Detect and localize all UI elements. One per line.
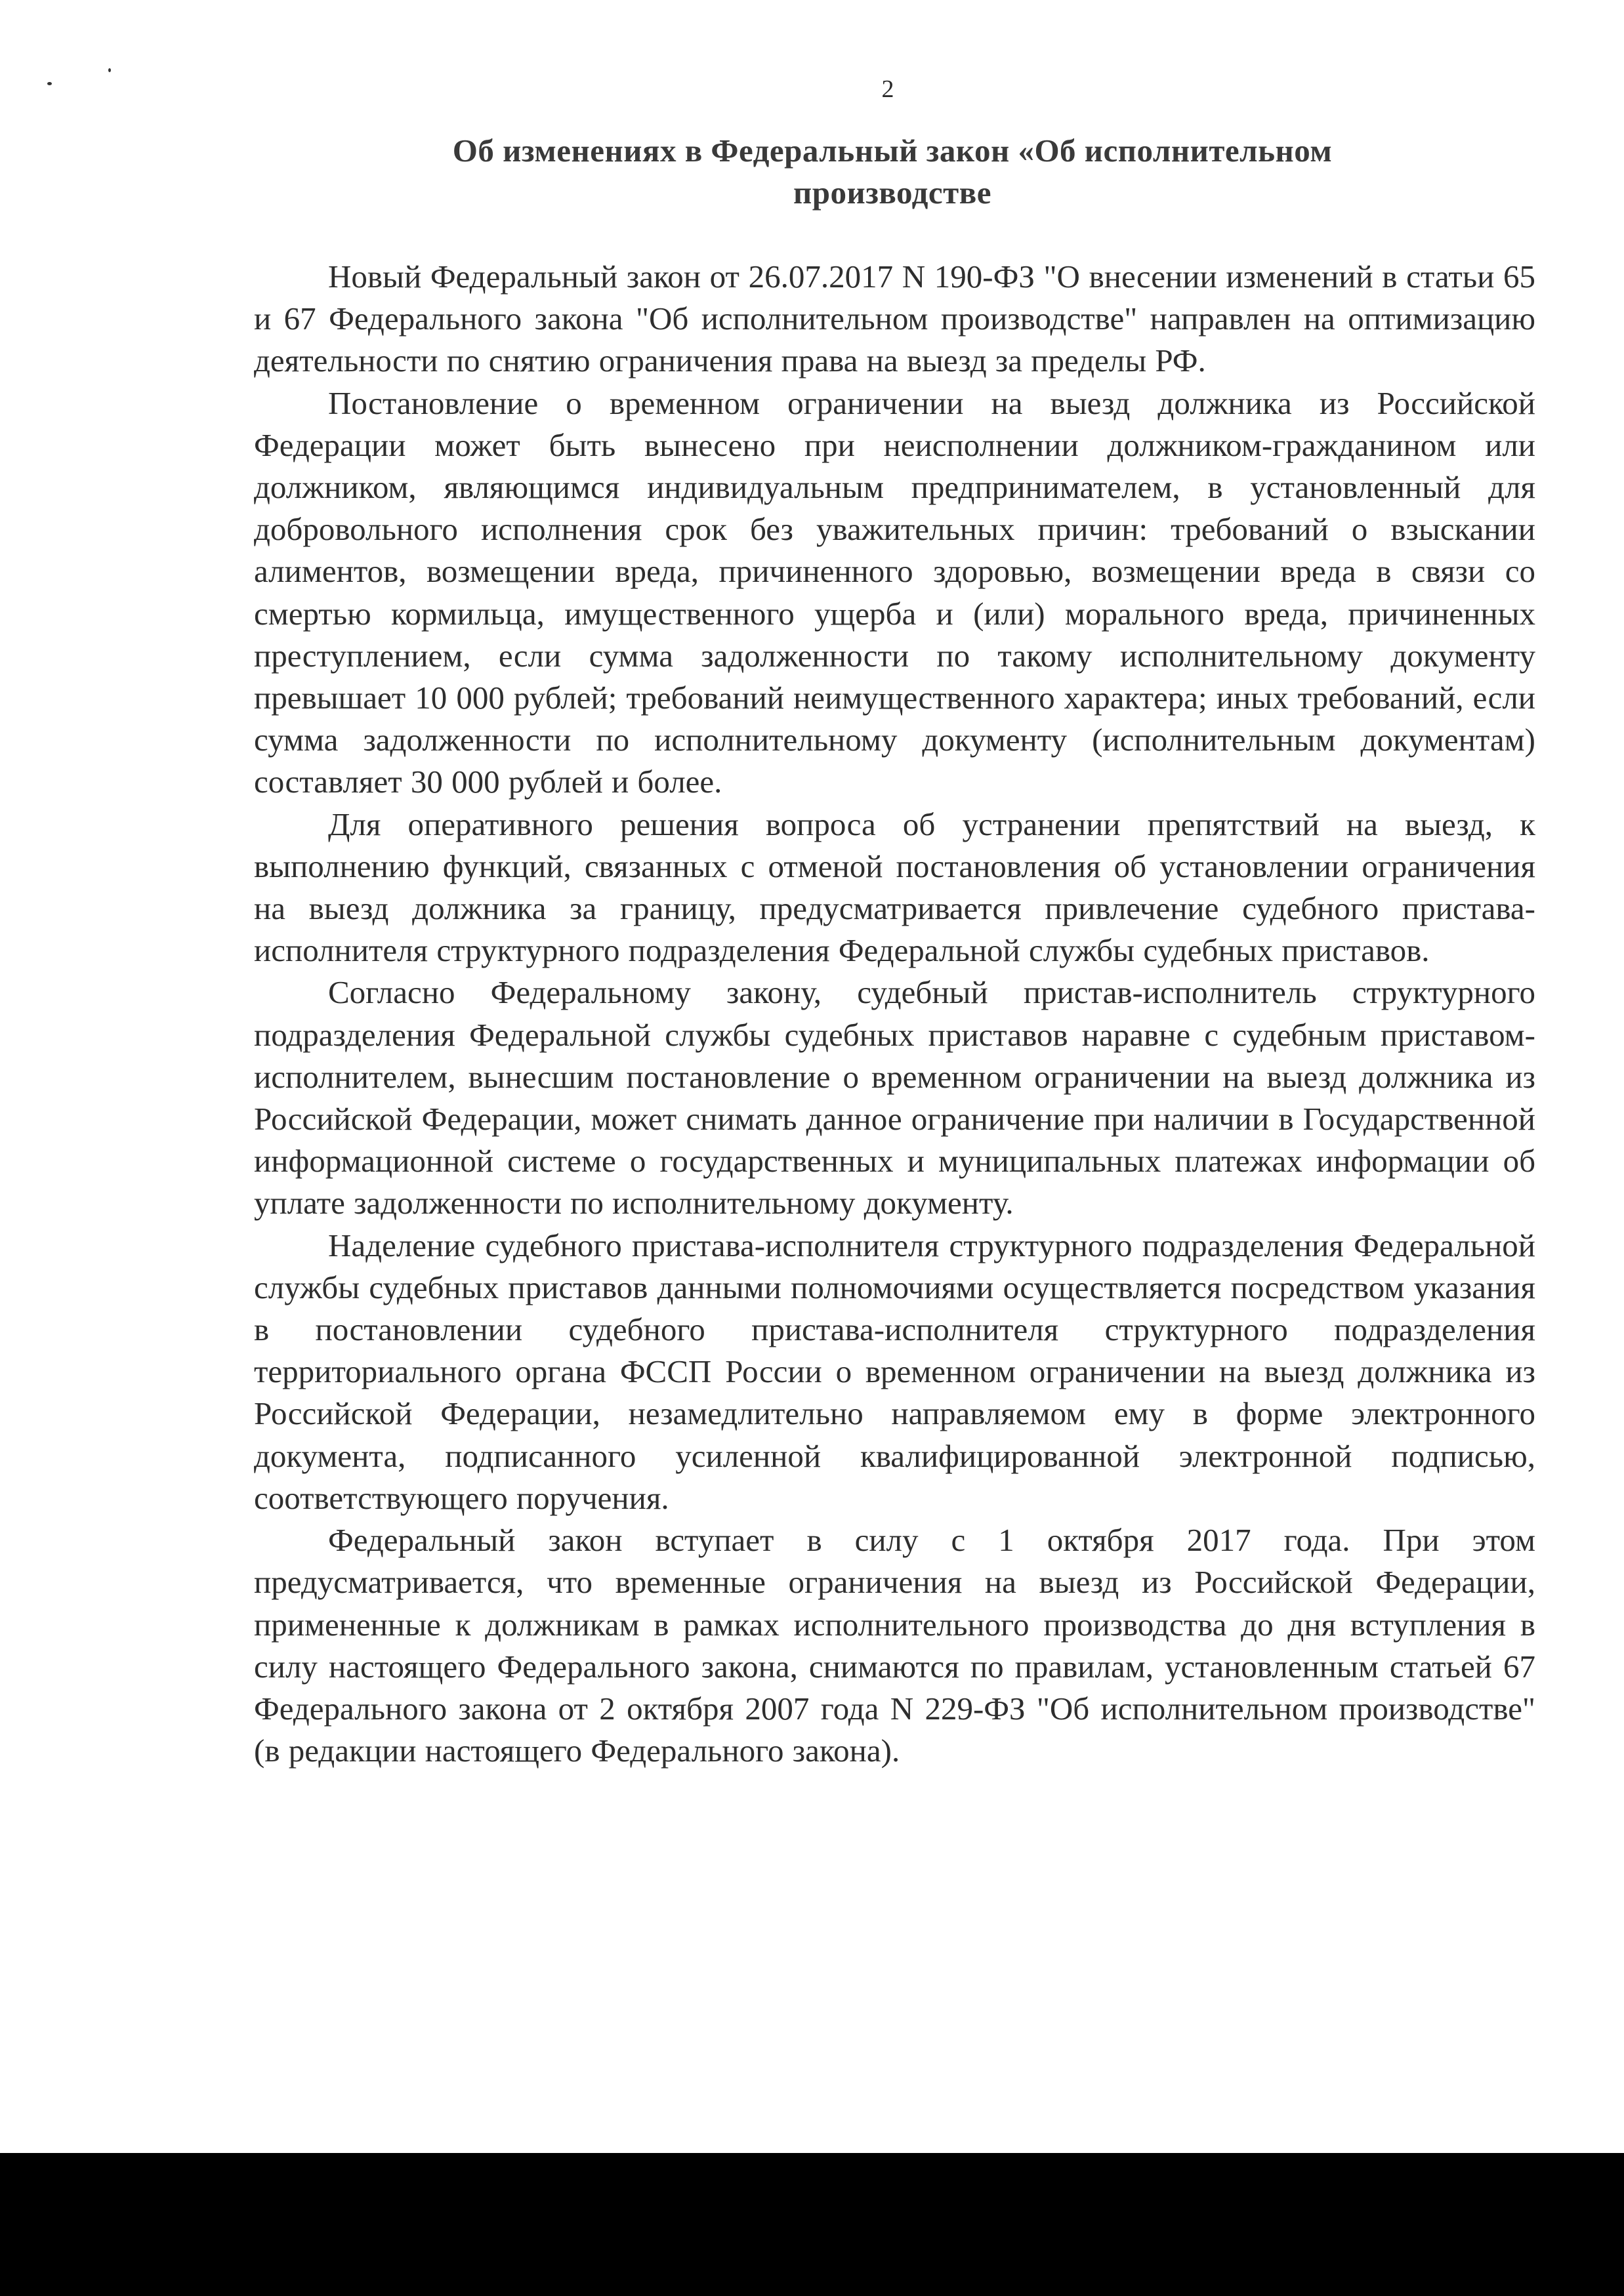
- paragraph: Новый Федеральный закон от 26.07.2017 N 190-ФЗ "О внесении изменений в статьи 65 и 67 Федерального закона "Об исполнительном производстве" направлен на оптимизацию деятельности по снятию ограничения права на выезд за пределы РФ.: [254, 258, 1535, 379]
- document-title: Об изменениях в Федеральный закон «Об исполнительном производстве: [452, 133, 1333, 211]
- page-number: 2: [881, 75, 894, 103]
- paragraph: Федеральный закон вступает в силу с 1 октября 2017 года. При этом предусматривается, что временные ограничения на выезд из Российской Федерации, примененные к должникам в рамках исполнительного производства до дня вступления в силу настоящего Федерального закона, снимаются по правилам, установленным статьей 67 Федерального закона от 2 октября 2007 года N 229-ФЗ "Об исполнительном производстве" (в редакции настоящего Федерального закона).: [254, 1522, 1535, 1769]
- paragraph: Постановление о временном ограничении на выезд должника из Российской Федерации может быть вынесено при неисполнении должником-гражданином или должником, являющимся индивидуальным предпринимателем, в установленный для добровольного исполнения срок без уважительных причин: требований о взыскании алиментов, возмещении вреда, причиненного здоровью, возмещении вреда в связи со смертью кормильца, имущественного ущерба и (или) морального вреда, причиненных преступлением, если сумма задолженности по такому исполнительному документу превышает 10 000 рублей; требований неимущественного характера; иных требований, если сумма задолженности по исполнительному документу (исполнительным документам) составляет 30 000 рублей и более.: [254, 384, 1535, 800]
- scan-border: [0, 2153, 1624, 2296]
- paragraph: Для оперативного решения вопроса об устранении препятствий на выезд, к выполнению функций, связанных с отменой постановления об установлении ограничения на выезд должника за границу, предусматривается привлечение судебного пристава-исполнителя структурного подразделения Федеральной службы судебных приставов.: [254, 806, 1535, 969]
- scan-speck: [47, 82, 52, 85]
- paragraph: Наделение судебного пристава-исполнителя структурного подразделения Федеральной службы судебных приставов данными полномочиями осуществляется посредством указания в постановлении судебного пристава-исполнителя структурного подразделения территориального органа ФССП России о временном ограничении на выезд должника из Российской Федерации, незамедлительно направляемом ему в форме электронного документа, подписанного усиленной квалифицированной электронной подписью, соответствующего поручения.: [254, 1227, 1535, 1516]
- paragraph: Согласно Федеральному закону, судебный пристав-исполнитель структурного подразделения Федеральной службы судебных приставов наравне с судебным приставом-исполнителем, вынесшим постановление о временном ограничении на выезд должника из Российской Федерации, может снимать данное ограничение при наличии в Государственной информационной системе о государственных и муниципальных платежах информации об уплате задолженности по исполнительному документу.: [254, 974, 1535, 1221]
- scan-speck: [108, 68, 111, 72]
- document-body: [254, 256, 1535, 1772]
